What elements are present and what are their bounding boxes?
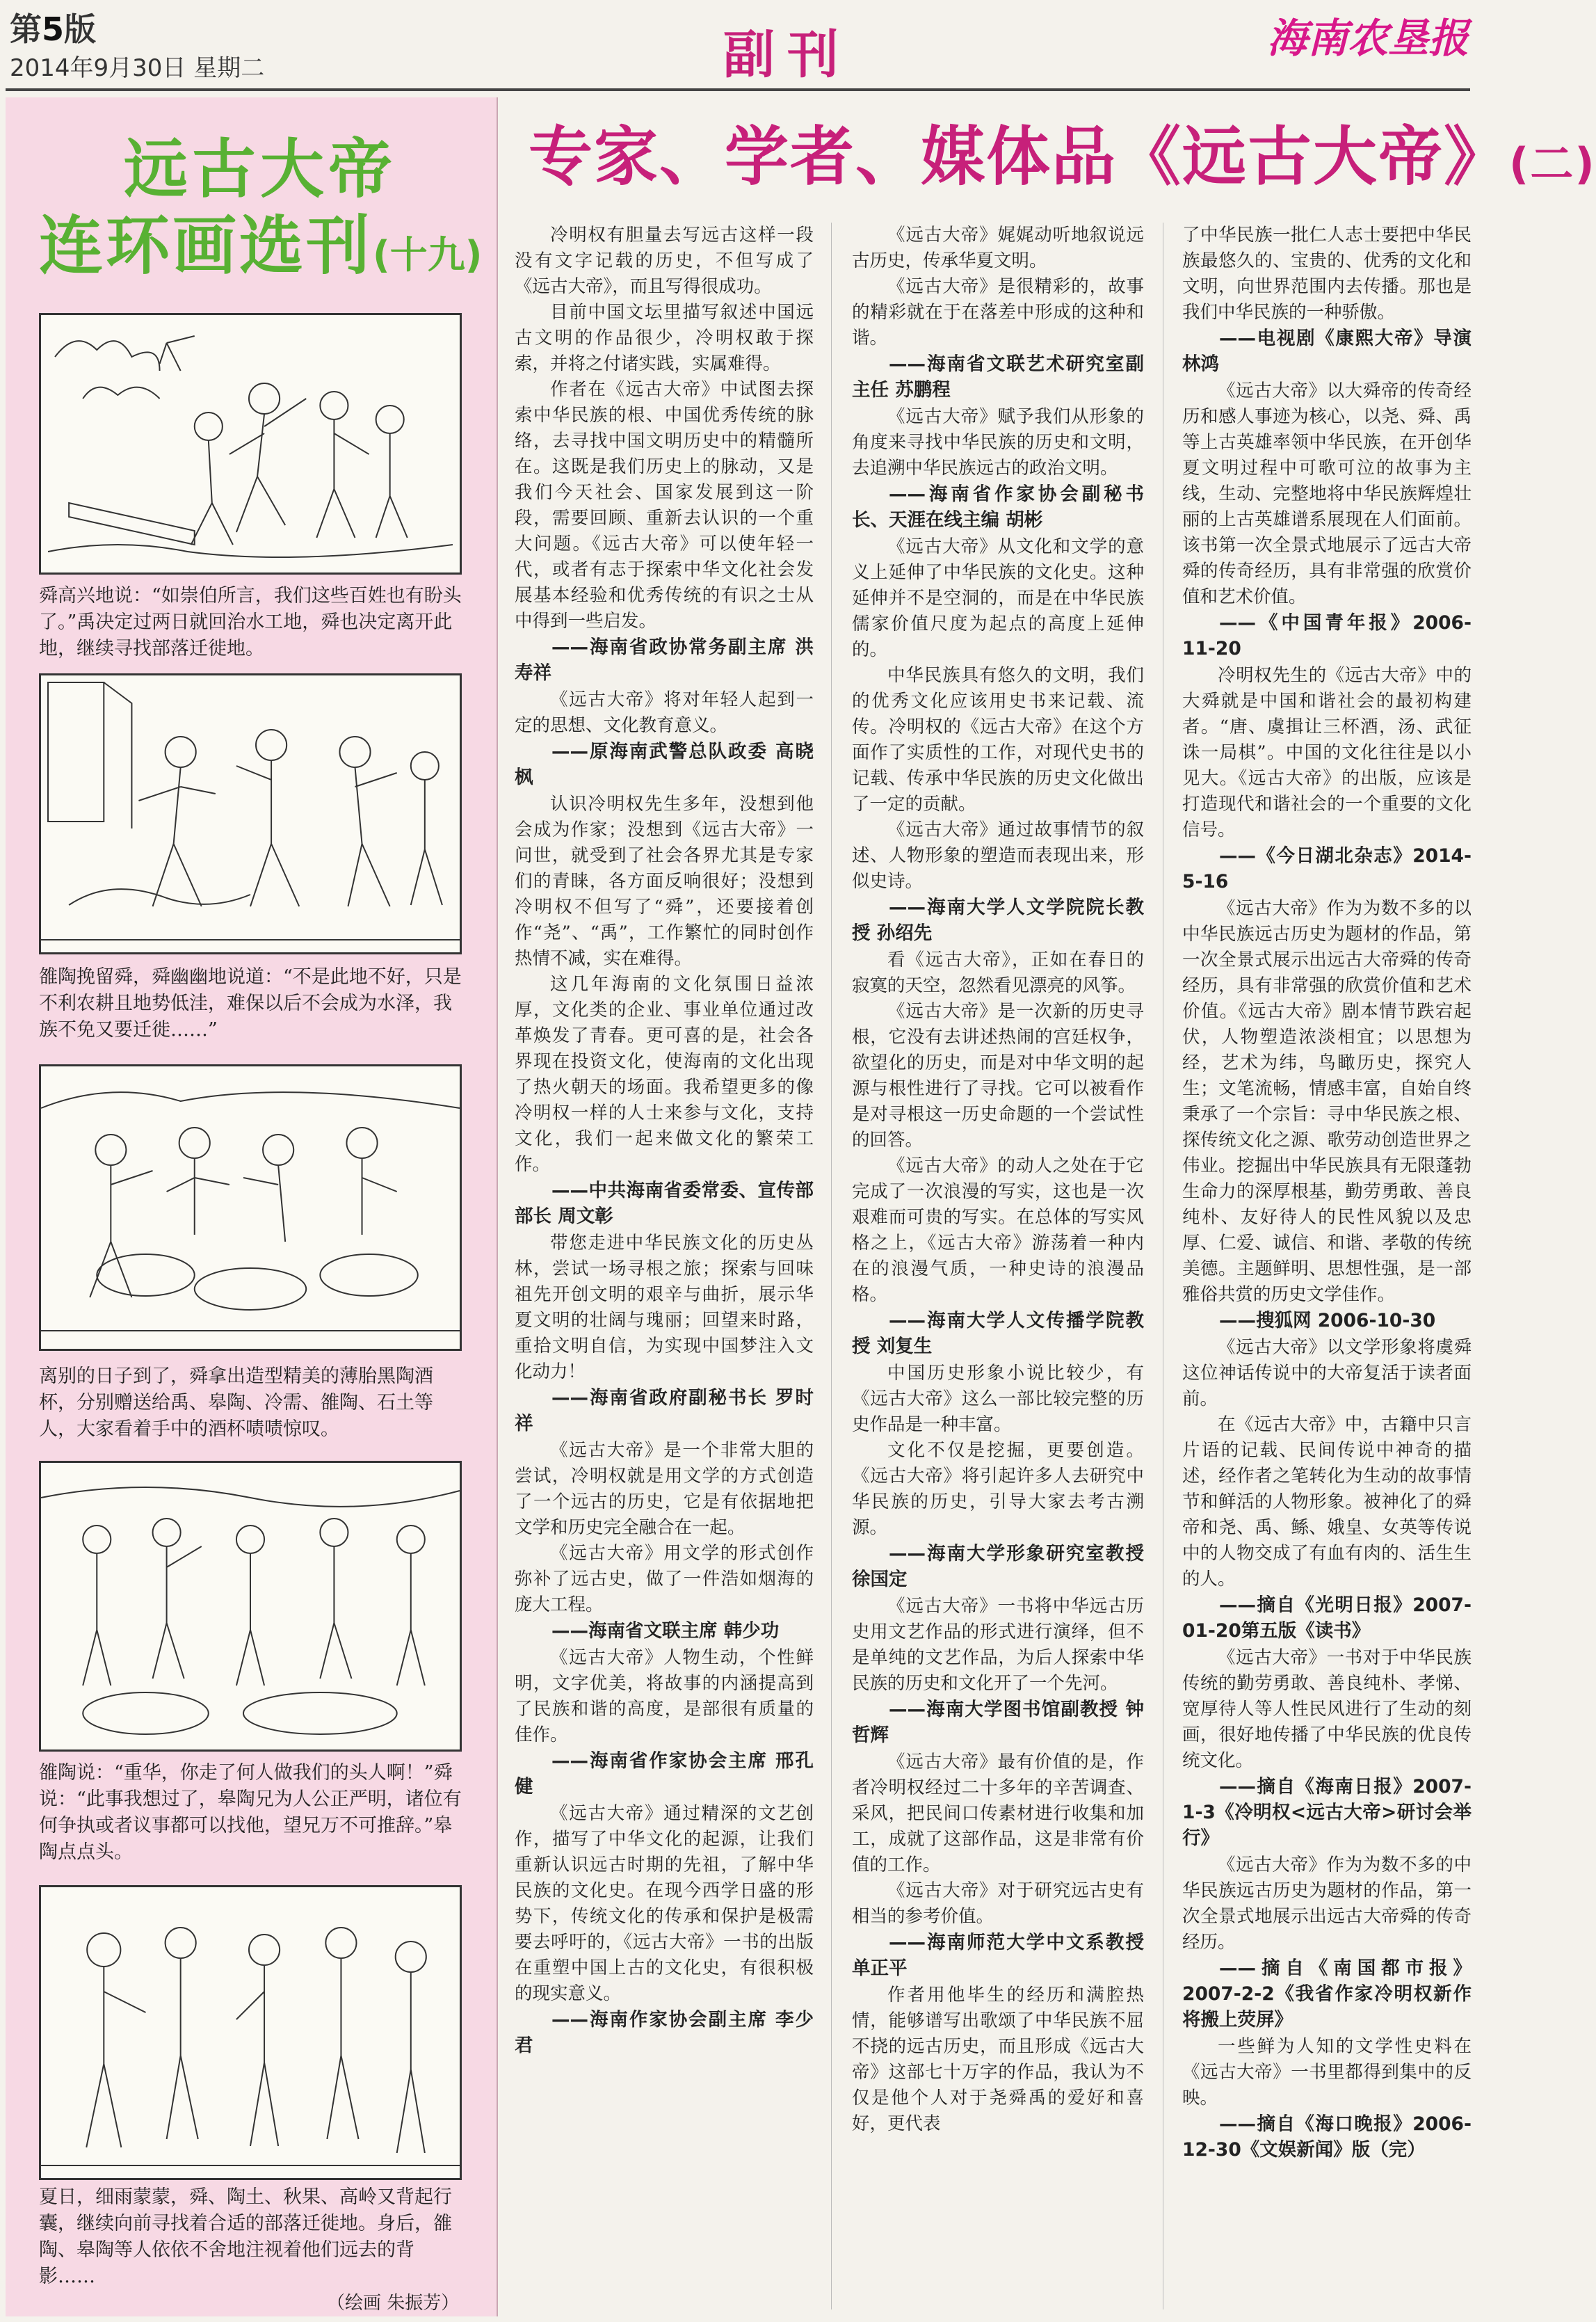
quote-paragraph: 《远古大帝》通过故事情节的叙述、人物形象的塑造而表现出来，形似史诗。 — [852, 819, 1144, 892]
quote-attribution: ——摘自《光明日报》2007-01-20第五版《读书》 — [1182, 1594, 1472, 1642]
quote-attribution: ——海南大学人文学院院长教授 孙绍先 — [852, 897, 1144, 944]
quote-attribution: ——海南省文联主席 韩少功 — [551, 1620, 780, 1642]
quote-paragraph: 《远古大帝》作为为数不多的以中华民族远古历史为题材的作品，第一次全景式展示出远古大帝舜的传奇经历，具有非常强的欣赏价值和艺术价值。《远古大帝》剧本情节跌宕起伏，人物塑造浓淡相宜；以思想为经，艺术为纬，鸟瞰历史，探究人生；文笔流畅，情感丰富，自始自终秉承了一个宗旨：寻中华民族之根、探传统文化之源、歌劳动创造世界之伟业。挖掘出中华民族具有无限蓬勃生命力的深厚根基，勤劳勇敢、善良纯朴、友好待人的民性风貌以及忠厚、仁爱、诚信、和谐、孝敬的传统美德。主题鲜明、思想性强，是一部雅俗共赏的历史文学佳作。 — [1182, 898, 1472, 1305]
quote-paragraph: 文化不仅是挖掘，更要创造。《远古大帝》将引起许多人去研究中华民族的历史，引导大家去考古溯源。 — [852, 1440, 1144, 1538]
comic-caption-4: 雒陶说：“重华，你走了何人做我们的头人啊！”舜说：“此事我想过了，皋陶兄为人公正严明，诸位有何争执或者议事都可以找他，望兄万不可推辞。”皋陶点点头。 — [39, 1762, 462, 1863]
quote-paragraph: 冷明权有胆量去写远古这样一段没有文字记载的历史，不但写成了《远古大帝》，而且写得很成功。 — [515, 225, 814, 297]
comic-caption-2: 雒陶挽留舜，舜幽幽地说道：“不是此地不好，只是不利农耕且地势低洼，难保以后不会成为水泽，我族不免又要迁徙……” — [39, 966, 462, 1041]
quote-paragraph: 目前中国文坛里描写叙述中国远古文明的作品很少，冷明权敢于探索，并将之付诸实践，实属难得。 — [515, 302, 814, 374]
quote-paragraph: 《远古大帝》最有价值的是，作者冷明权经过二十多年的辛苦调查、采风，把民间口传素材进行收集和加工，成就了这部作品，这是非常有价值的工作。 — [852, 1752, 1144, 1875]
article-column-1 — [515, 223, 814, 2060]
quote-attribution: ——中共海南省委常委、宣传部部长 周文彰 — [515, 1180, 814, 1227]
column-divider — [831, 223, 832, 2309]
masthead — [0, 0, 1476, 94]
quote-attribution: ——摘自《海口晚报》2006-12-30《文娱新闻》版（完） — [1182, 2113, 1472, 2161]
quote-paragraph: 《远古大帝》将对年轻人起到一定的思想、文化教育意义。 — [515, 689, 814, 736]
comic-caption-3: 离别的日子到了，舜拿出造型精美的薄胎黑陶酒杯，分别赠送给禹、皋陶、冷需、雒陶、石土等人，大家看着手中的酒杯啧啧惊叹。 — [39, 1366, 433, 1440]
comic-episode: (十九) — [373, 233, 483, 277]
quote-attribution: ——原海南武警总队政委 高晓枫 — [515, 741, 814, 788]
comic-illustration-2 — [41, 675, 460, 952]
comic-panel-1 — [39, 313, 462, 575]
comic-illustration-3 — [41, 1066, 460, 1349]
comic-illustration-5 — [41, 1887, 460, 2178]
quote-paragraph: 中华民族具有悠久的文明，我们的优秀文化应该用史书来记载、流传。冷明权的《远古大帝》在这个方面作了实质性的工作，对现代史书的记载、传承中华民族的历史文化做出了一定的贡献。 — [852, 665, 1144, 815]
header-rule — [6, 88, 1470, 91]
quote-paragraph: 《远古大帝》用文学的形式创作弥补了远古史，做了一件浩如烟海的庞大工程。 — [515, 1543, 814, 1615]
quote-attribution: ——海南作家协会副主席 李少君 — [515, 2009, 814, 2056]
quote-paragraph: 中国历史形象小说比较少，有《远古大帝》这么一部比较完整的历史作品是一种丰富。 — [852, 1363, 1144, 1435]
quote-attribution: ——《中国青年报》2006-11-20 — [1182, 612, 1472, 659]
quote-paragraph: 作者在《远古大帝》中试图去探索中华民族的根、中国优秀传统的脉络，去寻找中国文明历史中的精髓所在。这既是我们历史上的脉动，又是我们今天社会、国家发展到这一阶段，需要回顾、重新去认识的一个重大问题。《远古大帝》可以使年轻一代，或者有志于探索中华文化社会发展基本经验和优秀传统的有识之士从中得到一些启发。 — [515, 379, 814, 632]
article-column-2 — [852, 223, 1144, 2137]
quote-attribution: ——海南大学图书馆副教授 钟哲辉 — [852, 1699, 1144, 1746]
quote-paragraph: 《远古大帝》对于研究远古史有相当的参考价值。 — [852, 1880, 1144, 1927]
issue-date: 2014年9月30日 星期二 — [10, 54, 265, 82]
quote-paragraph: 《远古大帝》一书将中华远古历史用文艺作品的形式进行演绎，但不是单纯的文艺作品，为后人探索中华民族的历史和文化开了一个先河。 — [852, 1596, 1144, 1694]
illustrator-credit: （绘画 朱振芳） — [327, 2293, 460, 2314]
article-part: (二) — [1509, 138, 1596, 189]
quote-paragraph: 《远古大帝》的动人之处在于它完成了一次浪漫的写实，这也是一次艰难而可贵的写实。在总体的写实风格之上，《远古大帝》游荡着一种内在的浪漫气质，一种史诗的浪漫品格。 — [852, 1155, 1144, 1305]
quote-paragraph: 《远古大帝》是一次新的历史寻根，它没有去讲述热闹的宫廷权争，欲望化的历史，而是对中华文明的起源与根性进行了寻找。它可以被看作是对寻根这一历史命题的一个尝试性的回答。 — [852, 1001, 1144, 1151]
quote-paragraph: 《远古大帝》赋予我们从形象的角度来寻找中华民族的历史和文明，去追溯中华民族远古的政治文明。 — [852, 406, 1144, 479]
quote-paragraph: 《远古大帝》以大舜帝的传奇经历和感人事迹为核心，以尧、舜、禹等上古英雄率领中华民族，在开创华夏文明过程中可歌可泣的故事为主线，生动、完整地将中华民族辉煌壮丽的上古英雄谱系展现在人们面前。该书第一次全景式地展示了远古大帝舜的传奇经历，具有非常强的欣赏价值和艺术价值。 — [1182, 381, 1472, 607]
comic-title-line2: 连环画选刊(十九) — [39, 209, 483, 283]
quote-paragraph: 《远古大帝》一书对于中华民族传统的勤劳勇敢、善良纯朴、孝悌、宽厚待人等人性民风进行了生动的刻画，很好地传播了中华民族的优良传统文化。 — [1182, 1647, 1472, 1771]
comic-caption-1: 舜高兴地说：“如崇伯所言，我们这些百姓也有盼头了。”禹决定过两日就回治水工地，舜也决定离开此地，继续寻找部落迁徙地。 — [39, 585, 462, 659]
quote-paragraph: 《远古大帝》以文学形象将虞舜这位神话传说中的大帝复活于读者面前。 — [1182, 1337, 1472, 1409]
quote-attribution: ——搜狐网 2006-10-30 — [1219, 1310, 1436, 1331]
article-column-3 — [1182, 223, 1472, 2164]
quote-attribution: ——海南大学人文传播学院教授 刘复生 — [852, 1310, 1144, 1357]
quote-attribution: ——海南师范大学中文系教授 单正平 — [852, 1932, 1144, 1979]
quote-paragraph: 《远古大帝》从文化和文学的意义上延伸了中华民族的文化史。这种延伸并不是空洞的，而是在中华民族儒家价值尺度为起点的高度上延伸的。 — [852, 536, 1144, 660]
comic-illustration-1 — [41, 315, 460, 573]
paper-logo: 海南农垦报 — [1266, 15, 1469, 62]
comic-panel-5 — [39, 1885, 462, 2180]
quote-attribution: ——海南省政府副秘书长 罗时祥 — [515, 1387, 814, 1434]
comic-illustration-4 — [41, 1463, 460, 1749]
quote-attribution: ——《今日湖北杂志》2014-5-16 — [1182, 845, 1472, 892]
quote-attribution: ——海南省作家协会主席 邢孔健 — [515, 1750, 814, 1797]
quote-paragraph: 《远古大帝》人物生动，个性鲜明，文字优美，将故事的内涵提高到了民族和谐的高度，是部很有质量的佳作。 — [515, 1647, 814, 1745]
quote-paragraph: 在《远古大帝》中，古籍中只言片语的记载、民间传说中神奇的描述，经作者之笔转化为生动的故事情节和鲜活的人物形象。被神化了的舜帝和尧、禹、鲧、娥皇、女英等传说中的人物交成了有血有肉的、活生生的人。 — [1182, 1414, 1472, 1590]
comic-panel-4 — [39, 1461, 462, 1752]
edition-label: 第5版 — [10, 10, 97, 48]
quote-attribution: ——海南大学形象研究室教授 徐国定 — [852, 1543, 1144, 1590]
quote-attribution: ——摘自《南国都市报》2007-2-2《我省作家冷明权新作将搬上荧屏》 — [1182, 1957, 1472, 2031]
quote-paragraph: 这几年海南的文化氛围日益浓厚，文化类的企业、事业单位通过改革焕发了青春。更可喜的是，社会各界现在投资文化，使海南的文化出现了热火朝天的场面。我希望更多的像冷明权一样的人士来参与文化，支持文化，我们一起来做文化的繁荣工作。 — [515, 974, 814, 1175]
quote-paragraph: 带您走进中华民族文化的历史丛林，尝试一场寻根之旅；探索与回味祖先开创文明的艰辛与曲折，展示华夏文明的壮阔与瑰丽；回望来时路，重拾文明自信，为实现中国梦注入文化动力！ — [515, 1233, 814, 1382]
quote-paragraph: 认识冷明权先生多年，没想到他会成为作家；没想到《远古大帝》一问世，就受到了社会各界尤其是专家们的青睐，各方面反响很好；没想到冷明权不但写了“舜”，还要接着创作“尧”、“禹”，工作繁忙的同时创作热情不减，实在难得。 — [515, 794, 814, 969]
comic-caption-5: 夏日，细雨蒙蒙，舜、陶土、秋果、高岭又背起行囊，继续向前寻找着合适的部落迁徙地。身后，雒陶、皋陶等人依依不舍地注视着他们远去的背影…… — [39, 2186, 452, 2287]
quote-paragraph: 《远古大帝》是很精彩的，故事的精彩就在于在落差中形成的这种和谐。 — [852, 276, 1144, 349]
quote-paragraph: 了中华民族一批仁人志士要把中华民族最悠久的、宝贵的、优秀的文化和文明，向世界范围内去传播。那也是我们中华民族的一种骄傲。 — [1182, 225, 1472, 323]
quote-attribution: ——电视剧《康熙大帝》导演 林鸿 — [1182, 328, 1472, 375]
comic-title-line1: 远古大帝 — [124, 132, 397, 207]
comic-panel-2 — [39, 673, 462, 954]
quote-paragraph: 作者用他毕生的经历和满腔热情，能够谱写出歌颂了中华民族不屈不挠的远古历史，而且形成《远古大帝》这部七十万字的作品，我认为不仅是他个人对于尧舜禹的爱好和喜好，更代表 — [852, 1985, 1144, 2134]
quote-paragraph: 《远古大帝》作为为数不多的中华民族远古历史为题材的作品，第一次全景式地展示出远古大帝舜的传奇经历。 — [1182, 1855, 1472, 1953]
quote-paragraph: 看《远古大帝》，正如在春日的寂寞的天空，忽然看见漂亮的风筝。 — [852, 950, 1144, 996]
quote-attribution: ——海南省政协常务副主席 洪寿祥 — [515, 636, 814, 684]
quote-paragraph: 《远古大帝》通过精深的文艺创作，描写了中华文化的起源，让我们重新认识远古时期的先祖，了解中华民族的文化史。在现今西学日盛的形势下，传统文化的传承和保护是极需要去呼吁的，《远古大帝》一书的出版在重塑中国上古的文化史，有很积极的现实意义。 — [515, 1803, 814, 2004]
quote-paragraph: 冷明权先生的《远古大帝》中的大舜就是中国和谐社会的最初构建者。“唐、虞揖让三杯酒，汤、武征诛一局棋”。中国的文化往往是以小见大。《远古大帝》的出版，应该是打造现代和谐社会的一个重要的文化信号。 — [1182, 665, 1472, 840]
quote-attribution: ——海南省作家协会副秘书长、天涯在线主编 胡彬 — [852, 483, 1144, 531]
quote-paragraph: 《远古大帝》娓娓动听地叙说远古历史，传承华夏文明。 — [852, 225, 1144, 271]
article-title: 专家、学者、媒体品《远古大帝》(二) — [529, 120, 1596, 194]
comic-panel-3 — [39, 1064, 462, 1351]
quote-attribution: ——摘自《海南日报》2007-1-3《冷明权<远古大帝>研讨会举行》 — [1182, 1776, 1472, 1849]
quote-paragraph: 一些鲜为人知的文学性史料在《远古大帝》一书里都得到集中的反映。 — [1182, 2036, 1472, 2108]
quote-attribution: ——海南省文联艺术研究室副主任 苏鹏程 — [852, 353, 1144, 401]
section-name: 副刊 — [723, 25, 851, 85]
quote-paragraph: 《远古大帝》是一个非常大胆的尝试，冷明权就是用文学的方式创造了一个远古的历史，它是有依据地把文学和历史完全融合在一起。 — [515, 1440, 814, 1538]
